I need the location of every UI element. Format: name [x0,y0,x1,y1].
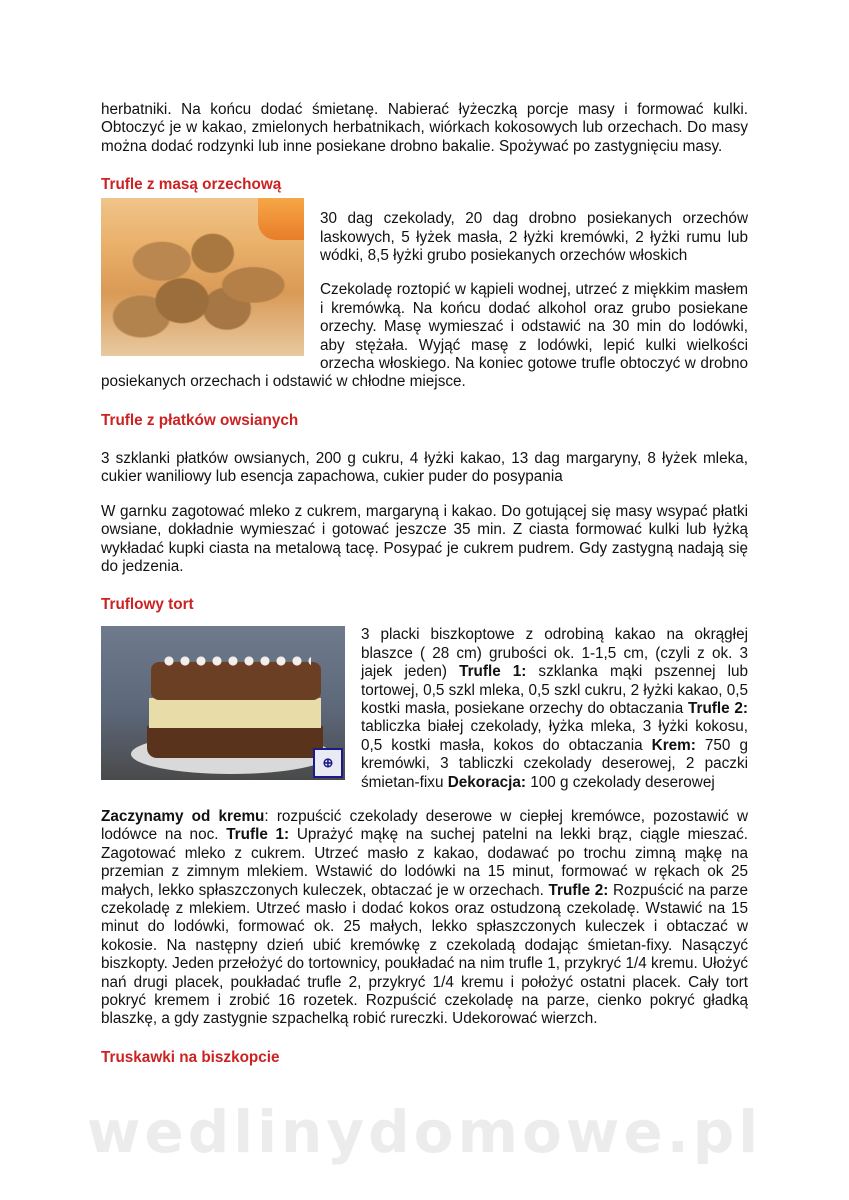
document-page [101,101,748,1067]
recipe2-ingredients: 3 szklanki płatków owsianych, 200 g cukru, 4 łyżki kakao, 13 dag margaryny, 8 łyżek mleka, cukier waniliowy lub esencja zapachowa, cukier puder do posypania [101,449,748,486]
cake-bottom-layer [147,726,323,758]
truffle-cake-photo [101,626,345,780]
recipe1-method: Czekoladę roztopić w kąpieli wodnej, utrzeć z miękkim masłem i kremówką. Na końcu dodać alkohol oraz grubo posiekane orzechy. Masę wymieszać i odstawić na 30 min do lodówki, aby stężała. Wyjąć masę z lodówki, lepić kulki wielkości orzecha włoskiego. Na koniec gotowe trufle obtoczyć w drobno posiekanych orzechach i odstawić w chłodne miejsce. [101,281,748,391]
recipe3-ingredients: 3 placki biszkoptowe z odrobiną kakao na okrągłej blaszce ( 28 cm) grubości ok. 1-1,5 cm, (czyli z ok. 3 jajek jeden) Trufle 1: szklanka mąki pszennej lub tortowej, 0,5 szkl mleka, 0,5 szkl cukru, 2 łyżki kakao, 0,5 kostki masła, posiekane orzechy do obtaczania Trufle 2: tabliczka białej czekolady, łyżka mleka, 3 łyżki kokosu, 0,5 kostki masła, kokos do obtaczania Krem: 750 g kremówki, 3 tabliczki czekolady deserowej, 2 paczki śmietan-fixu Dekoracja: 100 g czekolady deserowej [361,626,749,791]
orange-glass-decoration [258,198,304,240]
image-badge-icon: ⊕ [313,748,343,778]
cake-middle-layer [149,698,321,728]
recipe-title-walnut-truffles: Trufle z masą orzechową [101,176,282,194]
recipe3-method: Zaczynamy od kremu: rozpuścić czekolady deserowe w ciepłej kremówce, pozostawić w lodówce na noc. Trufle 1: Uprażyć mąkę na suchej patelni na lekki brąz, ciągle mieszać. Zagotować mleko z cukrem. Utrzeć masło z kakao, dodawać po trochu zimną mąkę na przemian z zimnym mlekiem. Wstawić do lodówki na 15 minut, formować w rękach ok 25 małych, lekko spłaszczonych kuleczek, obtaczać je w orzechach. Trufle 2: Rozpuścić na parze czekoladę z mlekiem. Utrzeć masło i dodać kokos oraz ostudzoną czekoladę. Wstawić na 15 minut do lodówki, formować ok. 25 małych, lekko spłaszczonych kuleczek i obtaczać w kokosie. Na następny dzień ubić kremówkę z czekoladą dodając śmietan-fixy. Nasączyć biszkopty. Jeden przełożyć do tortownicy, poukładać na nim trufle 1, przykryć 1/4 kremu. Ułożyć nań drugi placek, poukładać trufle 2, przykryć 1/4 kremu i położyć ostatni placek. Cały tort pokryć kremem i zrobić 16 rozetek. Rozpuścić czekoladę na parze, cienko pokryć gładką blaszkę, a gdy zastygnie szpachelką robić rureczki. Udekorować wierzch. [101,807,749,1028]
recipe-title-oat-truffles: Trufle z płatków owsianych [101,411,299,429]
site-watermark: wedlinydomowe.pl [86,1098,763,1166]
recipe-title-strawberries: Truskawki na biszkopcie [101,1048,280,1066]
recipe2-method: W garnku zagotować mleko z cukrem, margaryną i kakao. Do gotującej się masy wsypać płatki owsiane, dokładnie wymieszać i gotować jeszcze 35 min. Z ciasta formować kulki lub łyżką wykładać kupki ciasta na metalową tacę. Posypać je cukrem pudrem. Gdy zastygną nadają się do jedzenia. [101,502,748,575]
recipe-title-truffle-cake: Truflowy tort [101,596,194,614]
intro-paragraph: herbatniki. Na końcu dodać śmietanę. Nabierać łyżeczką porcje masy i formować kulki. Obtoczyć je w kakao, zmielonych herbatnikach, wiórkach kokosowych lub orzechach. Do masy można dodać rodzynki lub inne posiekane drobno bakalie. Spożywać po zastygnięciu masy. [101,101,748,155]
cake-truffle-decorations [161,654,311,668]
recipe1-ingredients: 30 dag czekolady, 20 dag drobno posiekanych orzechów laskowych, 5 łyżek masła, 2 łyżki kremówki, 2 łyżki rumu lub wódki, 8,5 łyżki grubo posiekanych orzechów włoskich [320,210,748,265]
walnut-truffles-photo [101,198,304,356]
